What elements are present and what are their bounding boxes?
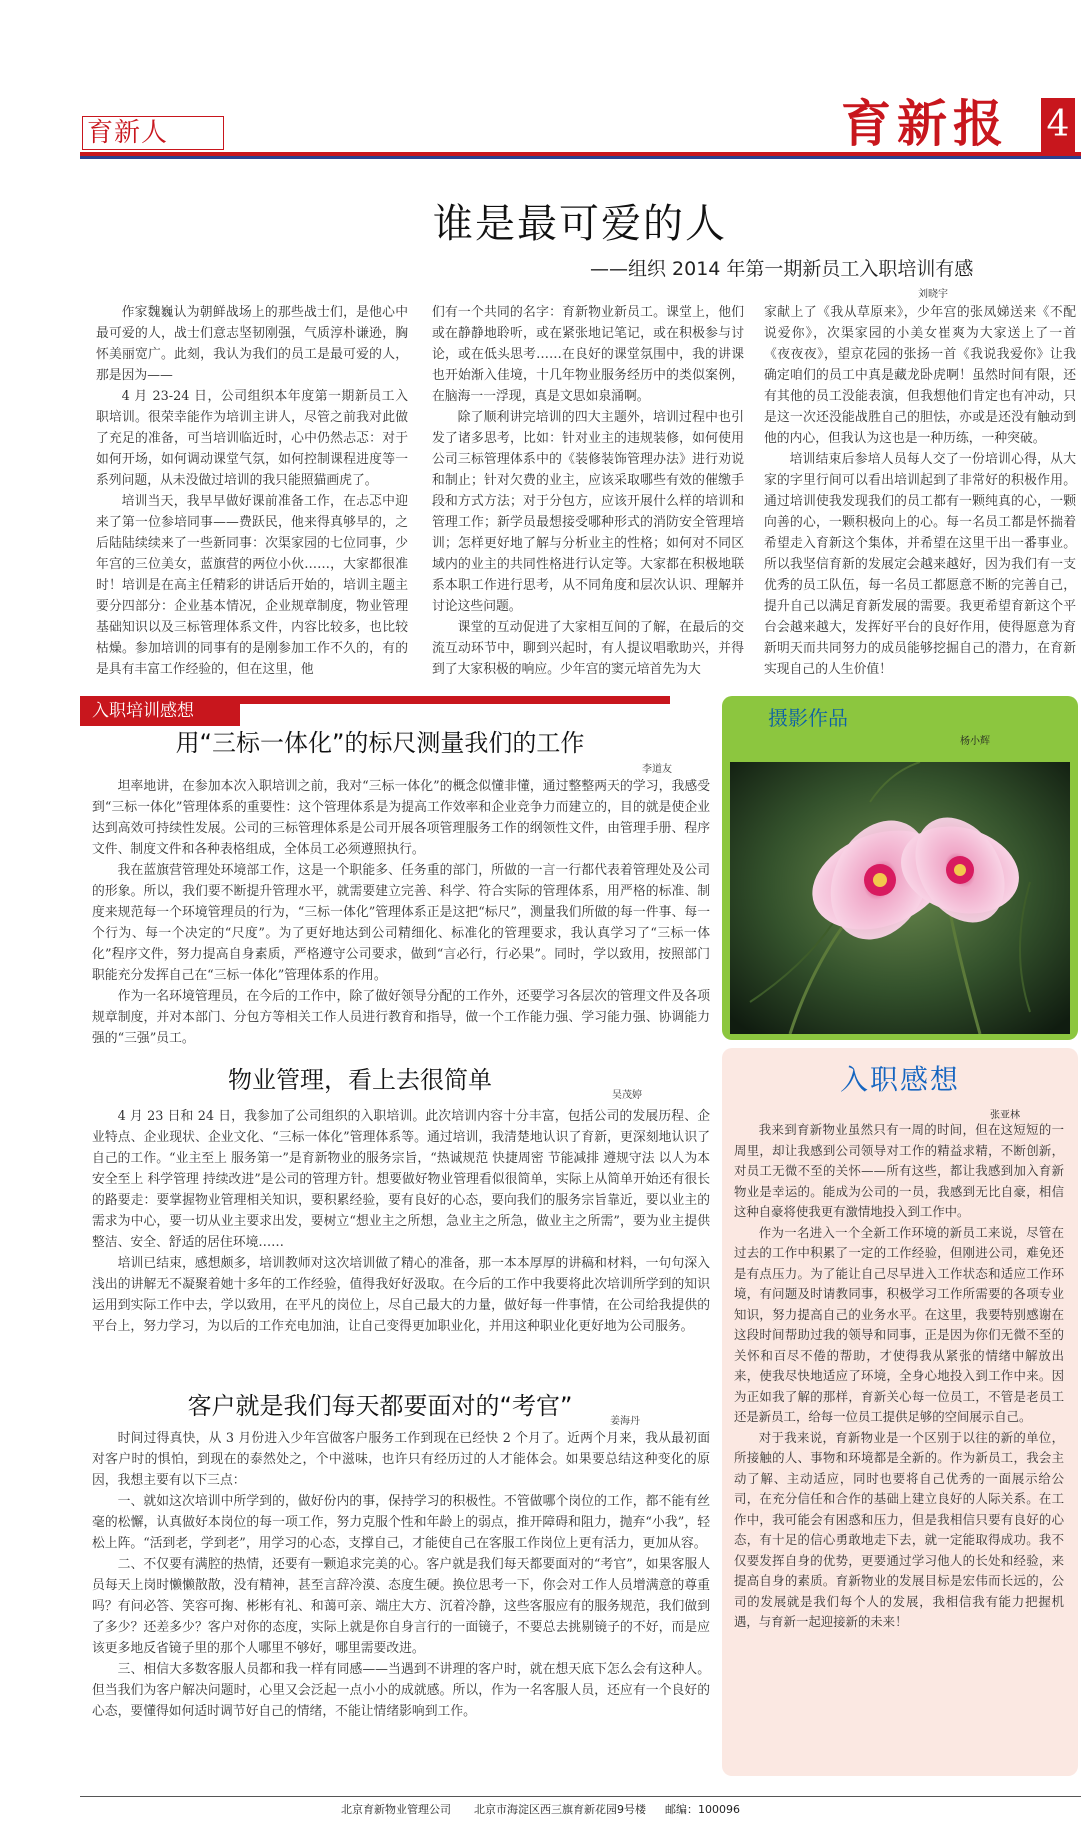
article3-author: 姜海丹: [610, 1416, 640, 1427]
main-article-col2: [432, 302, 744, 680]
article1-author: 李道友: [642, 764, 672, 775]
main-article-title: 谁是最可爱的人: [433, 201, 727, 247]
photo-box: [722, 696, 1078, 1040]
masthead: [841, 94, 1009, 154]
header-rule-blue: [80, 156, 1081, 159]
article1-body: [92, 776, 710, 1049]
paragraph: 坦率地讲，在参加本次入职培训之前，我对“三标一体化”的概念似懂非懂，通过整整两天的学习，我感受到“三标一体化”管理体系的重要性：这个管理体系是为提高工作效率和企业竞争力而建立的，目的就是使企业达到高效可持续性发展。公司的三标管理体系是公司开展各项管理服务工作的纲领性文件，由管理手册、程序文件、制度文件和各种表格组成，全体员工必须遵照执行。: [92, 779, 710, 857]
flower-image: [730, 762, 1070, 1034]
paragraph: 作为一名进入一个全新工作环境的新员工来说，尽管在过去的工作中积累了一定的工作经验，但刚进公司，难免还是有点压力。为了能让自己尽早进入工作状态和适应工作环境，有问题及时请教同事，积极学习工作所需要的各项专业知识，努力提高自己的业务水平。在这里，我要特别感谢在这段时间帮助过我的领导和同事，正是因为你们无微不至的关怀和百尽不倦的帮助，才使得我从紧张的情绪中解放出来，使我尽快地适应了环境，全身心地投入到工作中来。因为正如我了解的那样，育新关心每一位员工，不管是老员工还是新员工，给每一位员工提供足够的空间展示自己。: [734, 1224, 1064, 1424]
photo-author: 杨小辉: [960, 736, 990, 747]
section-banner: [80, 696, 670, 726]
banner-label: 入职培训感想: [92, 701, 194, 721]
sidebar-article-box: [722, 1048, 1078, 1776]
article2-body: [92, 1106, 710, 1337]
footer-company: 北京育新物业管理公司: [341, 1803, 451, 1816]
main-article-col3: [764, 302, 1076, 680]
paragraph: 三、相信大多数客服人员都和我一样有同感——当遇到不讲理的客户时，就在想天底下怎么会有这种人。但当我们为客户解决问题时，心里又会泛起一点小小的成就感。所以，作为一名客服人员，还应有一个良好的心态，要懂得如何适时调节好自己的情绪，不能让情绪影响到工作。: [92, 1662, 710, 1719]
footer-postcode: 邮编：100096: [665, 1803, 740, 1816]
paragraph: 课堂的互动促进了大家相互间的了解，在最后的交流互动环节中，聊到兴起时，有人提议唱歌助兴，并得到了大家积极的响应。少年宫的窦元培首先为大: [432, 620, 744, 677]
paragraph: 作家魏巍认为朝鲜战场上的那些战士们，是他心中最可爱的人，战士们意志坚韧刚强，气质淳朴谦逊，胸怀美丽宽广。此刻，我认为我们的员工是最可爱的人，那是因为——: [96, 305, 408, 383]
paragraph: 培训已结束，感想颇多，培训教师对这次培训做了精心的准备，那一本本厚厚的讲稿和材料，一句句深入浅出的讲解无不凝聚着她十多年的工作经验，值得我好好汲取。在今后的工作中我要将此次培训所学到的知识运用到实际工作中去，学以致用，在平凡的岗位上，尽自己最大的力量，做好每一件事情，在公司给我提供的平台上，努力学习，为以后的工作充电加油，让自己变得更加职业化，并用这种职业化更好地为公司服务。: [92, 1256, 710, 1334]
section-tag-label: 育新人: [87, 118, 169, 148]
paragraph: 家献上了《我从草原来》，少年宫的张凤娣送来《不配说爱你》，次渠家园的小美女崔爽为大家送上了一首《夜夜夜》，望京花园的张扬一首《我说我爱你》让我确定咱们的员工中真是藏龙卧虎啊！虽然时间有限，还有其他的员工没能表演，但我想他们肯定也有冲动，只是这一次还没能战胜自己的胆怯，亦或是还没有触动到他的内心，但我认为这也是一种历练，一种突破。: [764, 305, 1076, 446]
paragraph: 我在蓝旗营管理处环境部工作，这是一个职能多、任务重的部门，所做的一言一行都代表着管理处及公司的形象。所以，我们要不断提升管理水平，就需要建立完善、科学、符合实际的管理体系，用严格的标准、制度来规范每一个环境管理员的行为，“三标一体化”管理体系正是这把“标尺”，测量我们所做的每一件事、每一个行为、每一个决定的“尺度”。为了更好地达到公司精细化、标准化的管理要求，我认真学习了“三标一体化”程序文件，努力提高自身素质，严格遵守公司要求，做到“言必行，行必果”。同时，学以致用，按照部门职能充分发挥自己在“三标一体化”管理体系的作用。: [92, 863, 710, 983]
main-article-col1: [96, 302, 408, 680]
masthead-title: 育新报: [841, 94, 1009, 153]
article2-author: 吴茂婷: [612, 1090, 642, 1101]
article1-title: 用“三标一体化”的标尺测量我们的工作: [175, 729, 585, 757]
footer-address: 北京市海淀区西三旗育新花园9号楼: [474, 1803, 646, 1816]
paragraph: 二、不仅要有满腔的热情，还要有一颗追求完美的心。客户就是我们每天都要面对的“考官”，如果客服人员每天上岗时懒懒散散，没有精神，甚至言辞冷漠、态度生硬。换位思考一下，你会对工作人员增满意的尊重吗？有问必答、笑容可掬、彬彬有礼、和蔼可亲、端庄大方、沉着冷静，这些客服应有的服务规范，我们做到了多少？还差多少？客户对你的态度，实际上就是你自身言行的一面镜子，不要总去挑剔镜子的不好，而是应该更多地反省镜子里的那个人哪里不够好，哪里需要改进。: [92, 1557, 710, 1656]
footer: [0, 1800, 1081, 1820]
sidebar-article-title: 入职感想: [839, 1063, 960, 1096]
main-article-subtitle: ——组织 2014 年第一期新员工入职培训有感: [590, 258, 974, 280]
flower-photo: [730, 762, 1070, 1034]
photo-heading: 摄影作品: [768, 706, 848, 730]
sidebar-article-body: [734, 1120, 1064, 1633]
paragraph: 4 月 23-24 日，公司组织本年度第一期新员工入职培训。很荣幸能作为培训主讲人，尽管之前我对此做了充足的准备，可当培训临近时，心中仍然忐忑：对于如何开场，如何调动课堂气氛，如何控制课程进度等一系列问题，从未没做过培训的我只能照猫画虎了。: [96, 389, 408, 488]
paragraph: 一、就如这次培训中所学到的，做好份内的事，保持学习的积极性。不管做哪个岗位的工作，都不能有丝毫的松懈，认真做好本岗位的每一项工作，努力克服个性和年龄上的弱点，推开障碍和阻力，抛弃“小我”，轻松上阵。“活到老，学到老”，用学习的心态，支撑自己，才能使自己在客服工作岗位上更有活力，更加从容。: [92, 1494, 710, 1551]
paragraph: 对于我来说，育新物业是一个区别于以往的新的单位，所接触的人、事物和环境都是全新的。作为新员工，我会主动了解、主动适应，同时也要将自己优秀的一面展示给公司，在充分信任和合作的基础上建立良好的人际关系。在工作中，我可能会有困惑和压力，但是我相信只要有良好的心态，有十足的信心勇敢地走下去，就一定能取得成功。我不仅要发挥自身的优势，更要通过学习他人的长处和经验，来提高自身的素质。育新物业的发展目标是宏伟而长远的，公司的发展就是我们每个人的发展，我相信我有能力把握机遇，与育新一起迎接新的未来！: [734, 1429, 1064, 1629]
footer-rule: [80, 1796, 1081, 1797]
article3-body: [92, 1428, 710, 1722]
paragraph: 培训当天，我早早做好课前准备工作，在忐忑中迎来了第一位参培同事——费跃民，他来得真够早的，之后陆陆续续来了一些新同事：次渠家园的七位同事，少年宫的三位美女，蓝旗营的两位小伙……，大家都很准时！培训是在高主任精彩的讲话后开始的，培训主题主要分四部分：企业基本情况，企业规章制度，物业管理基础知识以及三标管理体系文件，内容比较多，也比较枯燥。参加培训的同事有的是刚参加工作不久的，有的是具有丰富工作经验的，但在这里，他: [96, 494, 408, 677]
paragraph: 培训结束后参培人员每人交了一份培训心得，从大家的字里行间可以看出培训起到了非常好的积极作用。通过培训使我发现我们的员工都有一颗纯真的心，一颗向善的心，一颗积极向上的心。每一名员工都是怀揣着希望走入育新这个集体，并希望在这里干出一番事业。所以我坚信育新的发展定会越来越好，因为我们有一支优秀的员工队伍，每一名员工都愿意不断的完善自己，提升自己以满足育新发展的需要。我更希望育新这个平台会越来越大，发挥好平台的良好作用，使得愿意为育新明天而共同努力的成员能够挖掘自己的潜力，在育新实现自己的人生价值！: [764, 452, 1076, 677]
paragraph: 除了顺利讲完培训的四大主题外，培训过程中也引发了诸多思考，比如：针对业主的违规装修，如何使用公司三标管理体系中的《装修装饰管理办法》进行劝说和制止；针对欠费的业主，应该采取哪些有效的催缴手段和方式方法；对于分包方，应该开展什么样的培训和管理工作；新学员最想接受哪种形式的消防安全管理培训；怎样更好地了解与分析业主的性格；如何对不同区域内的业主的共同性格进行认定等。大家都在积极地联系本职工作进行思考，从不同角度和层次认识、理解并讨论这些问题。: [432, 410, 744, 614]
paragraph: 我来到育新物业虽然只有一周的时间，但在这短短的一周里，却让我感到公司领导对工作的精益求精，不断创新，对员工无微不至的关怀——所有这些，都让我感到加入育新物业是幸运的。能成为公司的一员，我感到无比自豪，相信这种自豪将使我更有激情地投入到工作中。: [734, 1122, 1064, 1219]
paragraph: 时间过得真快，从 3 月份进入少年宫做客户服务工作到现在已经快 2 个月了。近两个月来，我从最初面对客户时的惧怕，到现在的泰然处之，个中滋味，也许只有经历过的人才能体会。如果要总结这种变化的原因，我想主要有以下三点：: [92, 1431, 710, 1488]
paragraph: 们有一个共同的名字：育新物业新员工。课堂上，他们或在静静地聆听，或在紧张地记笔记，或在积极参与讨论，或在低头思考……在良好的课堂氛围中，我的讲课也开始渐入佳境，十几年物业服务经历中的类似案例，在脑海一一浮现，真是文思如泉涌啊。: [432, 305, 744, 404]
section-tag: [82, 116, 224, 150]
sidebar-article-author: 张亚林: [990, 1110, 1020, 1121]
article2-title: 物业管理，看上去很简单: [228, 1066, 492, 1094]
paragraph: 作为一名环境管理员，在今后的工作中，除了做好领导分配的工作外，还要学习各层次的管理文件及各项规章制度，并对本部门、分包方等相关工作人员进行教育和指导，做一个工作能力强、学习能力强、协调能力强的“三强”员工。: [92, 989, 710, 1046]
page-number: 4: [1041, 98, 1075, 152]
paragraph: 4 月 23 日和 24 日，我参加了公司组织的入职培训。此次培训内容十分丰富，包括公司的发展历程、企业特点、企业现状、企业文化、“三标一体化”管理体系等。通过培训，我清楚地认识了育新，更深刻地认识了自己的工作。“业主至上 服务第一”是育新物业的服务宗旨，“热诚规范 快捷周密 节能减排 遵规守法 以人为本 安全至上 科学管理 持续改进”是公司的管理方针。想要做好物业管理看似很简单，实际上从简单开始还有很长的路要走：要掌握物业管理相关知识，要积累经验，要有良好的心态，要向我们的服务宗旨靠近，要以业主的需求为中心，要一切从业主要求出发，要树立“想业主之所想，急业主之所急，做业主之所需”，要为业主提供整洁、安全、舒适的居住环境……: [92, 1109, 710, 1250]
main-article-author: 刘晓宇: [918, 289, 948, 300]
article3-title: 客户就是我们每天都要面对的“考官”: [187, 1392, 573, 1420]
